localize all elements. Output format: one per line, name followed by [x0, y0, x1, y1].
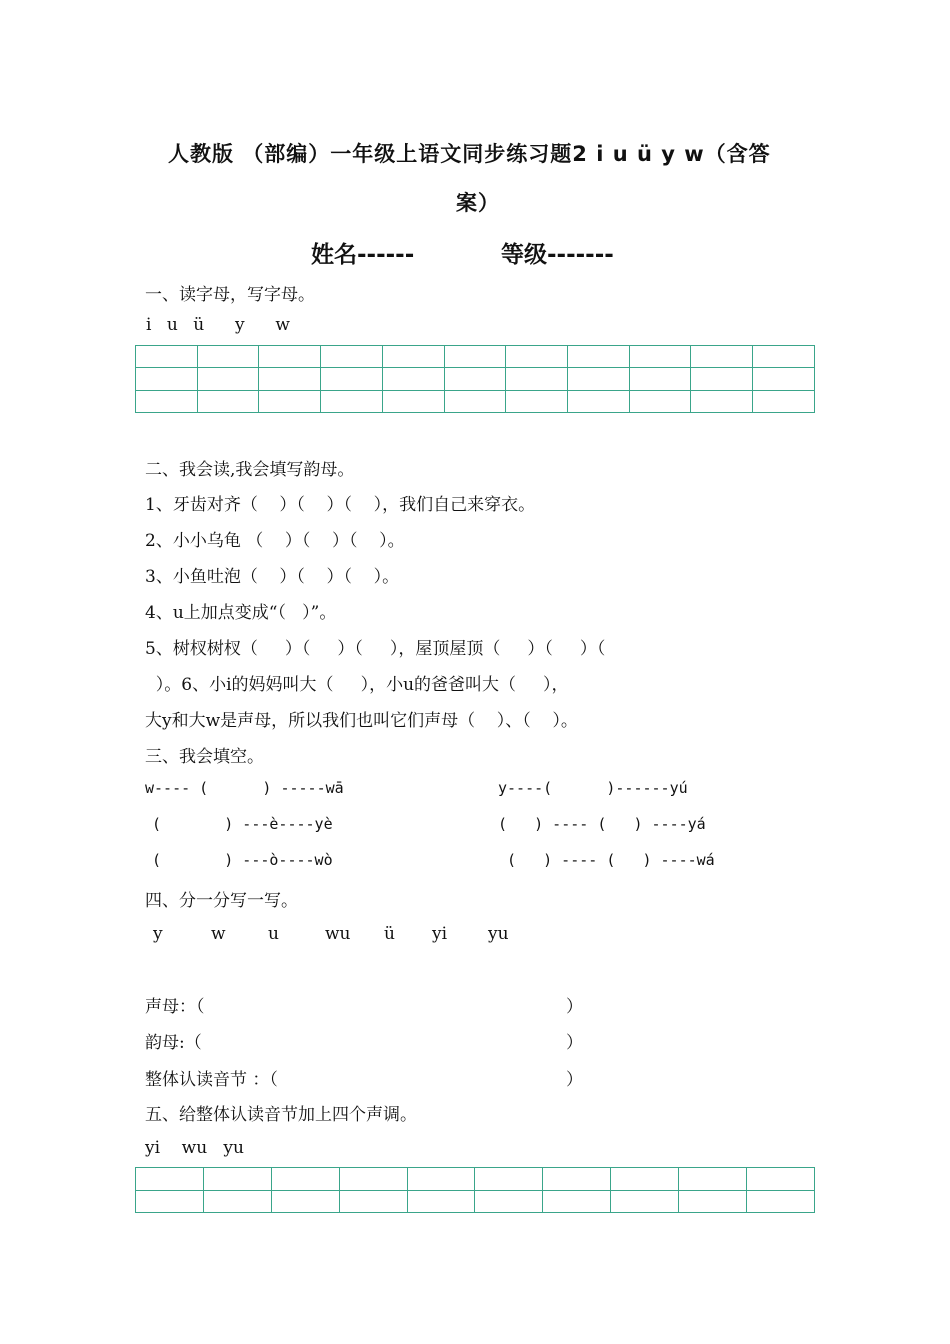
close-paren: ） [566, 997, 583, 1017]
sort-item: w [211, 924, 226, 944]
sort-item: yu [488, 924, 509, 944]
question-6: ）。6、小i的妈妈叫大（ ），小u的爸爸叫大（ ）， [145, 675, 569, 695]
section4-heading: 四、分一分写一写。 [145, 891, 298, 911]
writing-grid-1[interactable] [135, 345, 815, 413]
page-title-continued: 案） [456, 191, 500, 215]
initials-label: 声母：（ [145, 997, 205, 1017]
section5-heading: 五、给整体认读音节加上四个声调。 [145, 1105, 417, 1125]
section1-heading: 一、读字母，写字母。 [145, 285, 315, 305]
question-4: 4、u上加点变成“（ ）”。 [145, 603, 337, 623]
section2-heading: 二、我会读,我会填写韵母。 [145, 460, 355, 480]
question-5: 5、树杈树杈（ ）（ ）（ ），屋顶屋顶（ ）（ ）（ [145, 639, 606, 659]
name-field-label: 姓名------ [311, 242, 415, 268]
finals-label: 韵母:（ [145, 1033, 202, 1053]
syllables-label: 整体认读音节 ：（ [145, 1070, 278, 1090]
question-1: 1、牙齿对齐（ ）（ ）（ ），我们自己来穿衣。 [145, 495, 536, 515]
fill-right-2: ( ) ---- ( ) ----yá [498, 815, 706, 833]
fill-left-3: ( ) ---ò----wò [152, 851, 333, 869]
fill-right-1: y----( )------yú [498, 779, 688, 797]
section1-letters: i u ü y w [146, 315, 290, 335]
question-2: 2、小小乌龟 （ ）（ ）（ ）。 [145, 531, 405, 551]
close-paren: ） [566, 1033, 583, 1053]
section5-syllables: yi wu yu [145, 1138, 244, 1158]
sort-item: ü [384, 924, 395, 944]
question-7: 大y和大w是声母，所以我们也叫它们声母（ ）、（ ）。 [145, 711, 578, 731]
fill-left-2: ( ) ---è----yè [152, 815, 333, 833]
page-title: 人教版 （部编）一年级上语文同步练习题2 i u ü y w（含答 [168, 142, 771, 166]
writing-grid-2[interactable] [135, 1167, 815, 1213]
close-paren: ） [566, 1070, 583, 1090]
sort-item: u [268, 924, 279, 944]
sort-item: wu [325, 924, 351, 944]
fill-right-3: ( ) ---- ( ) ----wá [507, 851, 715, 869]
question-3: 3、小鱼吐泡（ ）（ ）（ ）。 [145, 567, 400, 587]
sort-item: y [153, 924, 163, 944]
sort-item: yi [432, 924, 448, 944]
fill-left-1: w---- ( ) -----wā [145, 779, 344, 797]
section3-heading: 三、我会填空。 [145, 747, 264, 767]
grade-field-label: 等级------- [501, 242, 614, 268]
